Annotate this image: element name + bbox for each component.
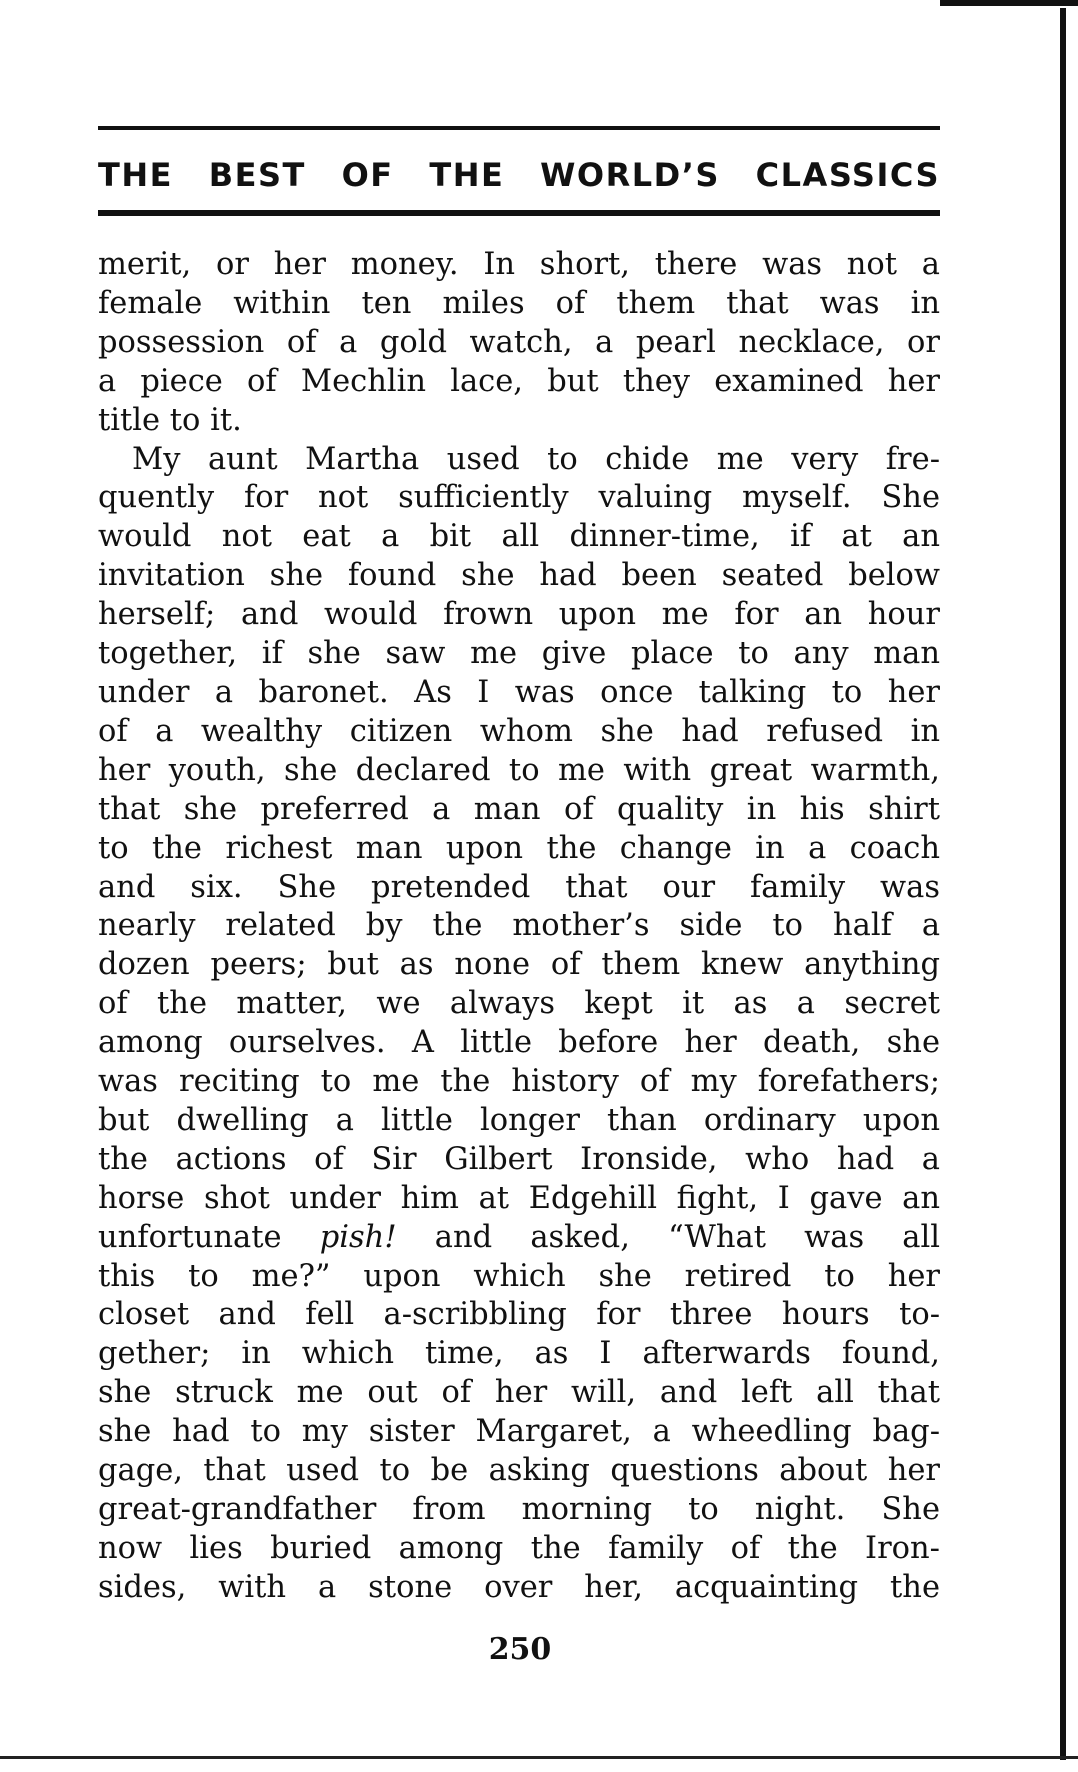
page-number: 250 — [488, 1632, 552, 1667]
text-line: her youth, she declared to me with great warmth, — [98, 752, 940, 788]
text-line: female within ten miles of them that was in — [98, 285, 940, 321]
text-line: that she preferred a man of quality in his shirt — [98, 791, 940, 827]
text-line: nearly related by the mother’s side to half a — [98, 908, 940, 944]
text-line: among ourselves. A little before her death, she — [98, 1025, 940, 1061]
text-line: the actions of Sir Gilbert Ironside, who had a — [98, 1141, 940, 1177]
scan-edge-bottom — [0, 1756, 1078, 1759]
text-line: title to it. — [98, 402, 242, 438]
text-line: a piece of Mechlin lace, but they examined her — [98, 363, 940, 399]
text-line: gage, that used to be asking questions about her — [98, 1453, 940, 1489]
text-line: dozen peers; but as none of them knew anything — [98, 947, 940, 983]
text-line: she struck me out of her will, and left all that — [98, 1375, 940, 1411]
text-line: of the matter, we always kept it as a secret — [98, 986, 940, 1022]
text-segment: and asked, “What was all — [434, 1219, 940, 1255]
text-line: but dwelling a little longer than ordinary upon — [98, 1102, 940, 1138]
scan-edge-right — [1060, 8, 1066, 1760]
text-line: gether; in which time, as I afterwards found, — [98, 1336, 940, 1372]
text-line: horse shot under him at Edgehill fight, I gave an — [98, 1180, 940, 1216]
text-line: to the richest man upon the change in a coach — [98, 830, 940, 866]
text-line: under a baronet. As I was once talking to her — [98, 674, 940, 710]
text-line: My aunt Martha used to chide me very fre- — [132, 441, 940, 477]
text-line: and six. She pretended that our family was — [98, 869, 940, 905]
text-line: possession of a gold watch, a pearl necklace, or — [98, 324, 940, 360]
running-head: THE BEST OF THE WORLD’S CLASSICS — [98, 156, 940, 194]
text-line: invitation she found she had been seated below — [98, 558, 940, 594]
header-rule-bottom — [98, 210, 940, 216]
text-line: sides, with a stone over her, acquainting the — [98, 1569, 940, 1605]
text-line: quently for not sufficiently valuing myself. She — [98, 480, 940, 516]
text-line: of a wealthy citizen whom she had refused in — [98, 713, 940, 749]
text-segment: unfortunate — [98, 1219, 282, 1255]
body-text — [98, 246, 940, 1608]
text-line: was reciting to me the history of my forefathers; — [98, 1064, 940, 1100]
text-line-with-italic — [98, 1219, 940, 1258]
text-line: now lies buried among the family of the Iron- — [98, 1530, 940, 1566]
text-line: she had to my sister Margaret, a wheedling bag- — [98, 1414, 940, 1450]
text-line: would not eat a bit all dinner-time, if at an — [98, 519, 940, 555]
italic-word: pish! — [319, 1219, 397, 1255]
text-line: herself; and would frown upon me for an hour — [98, 597, 940, 633]
scan-edge-top — [940, 0, 1078, 6]
header-rule-top — [98, 126, 940, 130]
text-line: merit, or her money. In short, there was not a — [98, 247, 940, 282]
text-line: this to me?” upon which she retired to her — [98, 1258, 940, 1294]
text-line: great-grandfather from morning to night. She — [98, 1492, 940, 1527]
text-line: closet and fell a-scribbling for three hours to- — [98, 1297, 940, 1333]
text-line: together, if she saw me give place to any man — [98, 636, 940, 672]
